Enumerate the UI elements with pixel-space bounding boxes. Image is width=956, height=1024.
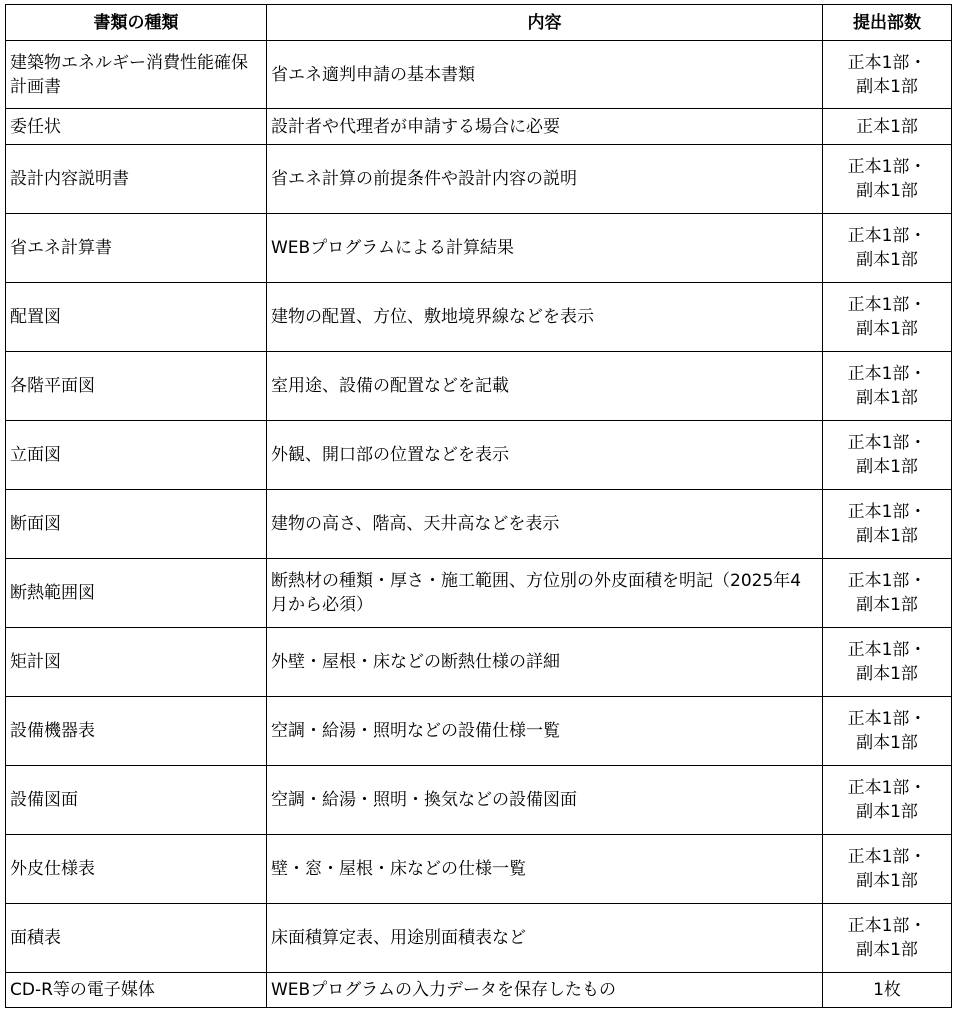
table-row — [6, 490, 952, 559]
document-type-cell: 立面図 — [6, 421, 267, 490]
content-cell: 建物の配置、方位、敷地境界線などを表示 — [267, 283, 823, 352]
document-type-cell: 設計内容説明書 — [6, 145, 267, 214]
table-row — [6, 109, 952, 145]
document-type-cell: 各階平面図 — [6, 352, 267, 421]
count-line: 正本1部・ — [847, 640, 927, 660]
count-cell — [823, 973, 952, 1008]
count-line: 副本1部 — [856, 457, 918, 477]
count-cell — [823, 109, 952, 145]
content-cell: 設計者や代理者が申請する場合に必要 — [267, 109, 823, 145]
count-cell — [823, 697, 952, 766]
table-row — [6, 697, 952, 766]
content-cell: WEBプログラムの入力データを保存したもの — [267, 973, 823, 1008]
count-cell — [823, 352, 952, 421]
content-cell: 省エネ適判申請の基本書類 — [267, 41, 823, 109]
content-cell: 省エネ計算の前提条件や設計内容の説明 — [267, 145, 823, 214]
count-line: 正本1部・ — [847, 571, 927, 591]
content-cell: 室用途、設備の配置などを記載 — [267, 352, 823, 421]
table-row — [6, 283, 952, 352]
header-submission-count: 提出部数 — [823, 5, 952, 41]
table-row — [6, 559, 952, 628]
table-row — [6, 835, 952, 904]
count-cell — [823, 628, 952, 697]
count-line: 正本1部 — [856, 116, 918, 137]
count-line: 副本1部 — [856, 871, 918, 891]
count-line: 正本1部・ — [847, 295, 927, 315]
count-line: 正本1部・ — [847, 157, 927, 177]
header-content: 内容 — [267, 5, 823, 41]
table-row — [6, 352, 952, 421]
content-cell: 外観、開口部の位置などを表示 — [267, 421, 823, 490]
table-row — [6, 41, 952, 109]
document-type-cell: 設備図面 — [6, 766, 267, 835]
count-line: 正本1部・ — [847, 709, 927, 729]
count-line: 副本1部 — [856, 733, 918, 753]
content-cell: 空調・給湯・照明などの設備仕様一覧 — [267, 697, 823, 766]
document-type-cell: 省エネ計算書 — [6, 214, 267, 283]
count-line: 副本1部 — [856, 181, 918, 201]
count-cell — [823, 41, 952, 109]
count-line: 正本1部・ — [847, 778, 927, 798]
count-line: 副本1部 — [856, 319, 918, 339]
table-row — [6, 973, 952, 1008]
count-cell — [823, 490, 952, 559]
table-row — [6, 628, 952, 697]
count-line: 副本1部 — [856, 388, 918, 408]
document-type-cell: 委任状 — [6, 109, 267, 145]
count-line: 副本1部 — [856, 595, 918, 615]
count-cell — [823, 766, 952, 835]
count-line: 正本1部・ — [847, 847, 927, 867]
content-cell: 床面積算定表、用途別面積表など — [267, 904, 823, 973]
count-line: 正本1部・ — [847, 502, 927, 522]
submission-documents-table — [5, 4, 952, 1008]
content-cell: WEBプログラムによる計算結果 — [267, 214, 823, 283]
count-line: 副本1部 — [856, 940, 918, 960]
document-type-cell: CD-R等の電子媒体 — [6, 973, 267, 1008]
count-line: 副本1部 — [856, 526, 918, 546]
document-type-cell: 矩計図 — [6, 628, 267, 697]
count-cell — [823, 904, 952, 973]
count-cell — [823, 835, 952, 904]
content-cell: 壁・窓・屋根・床などの仕様一覧 — [267, 835, 823, 904]
count-line: 副本1部 — [856, 802, 918, 822]
count-cell — [823, 283, 952, 352]
document-type-cell: 断面図 — [6, 490, 267, 559]
content-cell: 外壁・屋根・床などの断熱仕様の詳細 — [267, 628, 823, 697]
count-line: 副本1部 — [856, 664, 918, 684]
table-row — [6, 214, 952, 283]
document-type-cell: 配置図 — [6, 283, 267, 352]
count-line: 正本1部・ — [847, 52, 927, 73]
count-line: 正本1部・ — [847, 226, 927, 246]
table-row — [6, 145, 952, 214]
content-cell: 建物の高さ、階高、天井高などを表示 — [267, 490, 823, 559]
header-document-type: 書類の種類 — [6, 5, 267, 41]
document-type-cell: 面積表 — [6, 904, 267, 973]
count-cell — [823, 214, 952, 283]
count-cell — [823, 421, 952, 490]
count-cell — [823, 145, 952, 214]
count-line: 1枚 — [873, 980, 901, 1000]
table-row — [6, 421, 952, 490]
count-cell — [823, 559, 952, 628]
document-type-cell: 断熱範囲図 — [6, 559, 267, 628]
table-row — [6, 904, 952, 973]
table-row — [6, 766, 952, 835]
count-line: 副本1部 — [856, 250, 918, 270]
document-type-cell: 建築物エネルギー消費性能確保計画書 — [6, 41, 267, 109]
count-line: 正本1部・ — [847, 916, 927, 936]
count-line: 正本1部・ — [847, 364, 927, 384]
count-line: 正本1部・ — [847, 433, 927, 453]
document-type-cell: 設備機器表 — [6, 697, 267, 766]
document-type-cell: 外皮仕様表 — [6, 835, 267, 904]
table-header-row — [6, 5, 952, 41]
content-cell: 断熱材の種類・厚さ・施工範囲、方位別の外皮面積を明記（2025年4月から必須） — [267, 559, 823, 628]
content-cell: 空調・給湯・照明・換気などの設備図面 — [267, 766, 823, 835]
count-line: 副本1部 — [856, 76, 918, 97]
